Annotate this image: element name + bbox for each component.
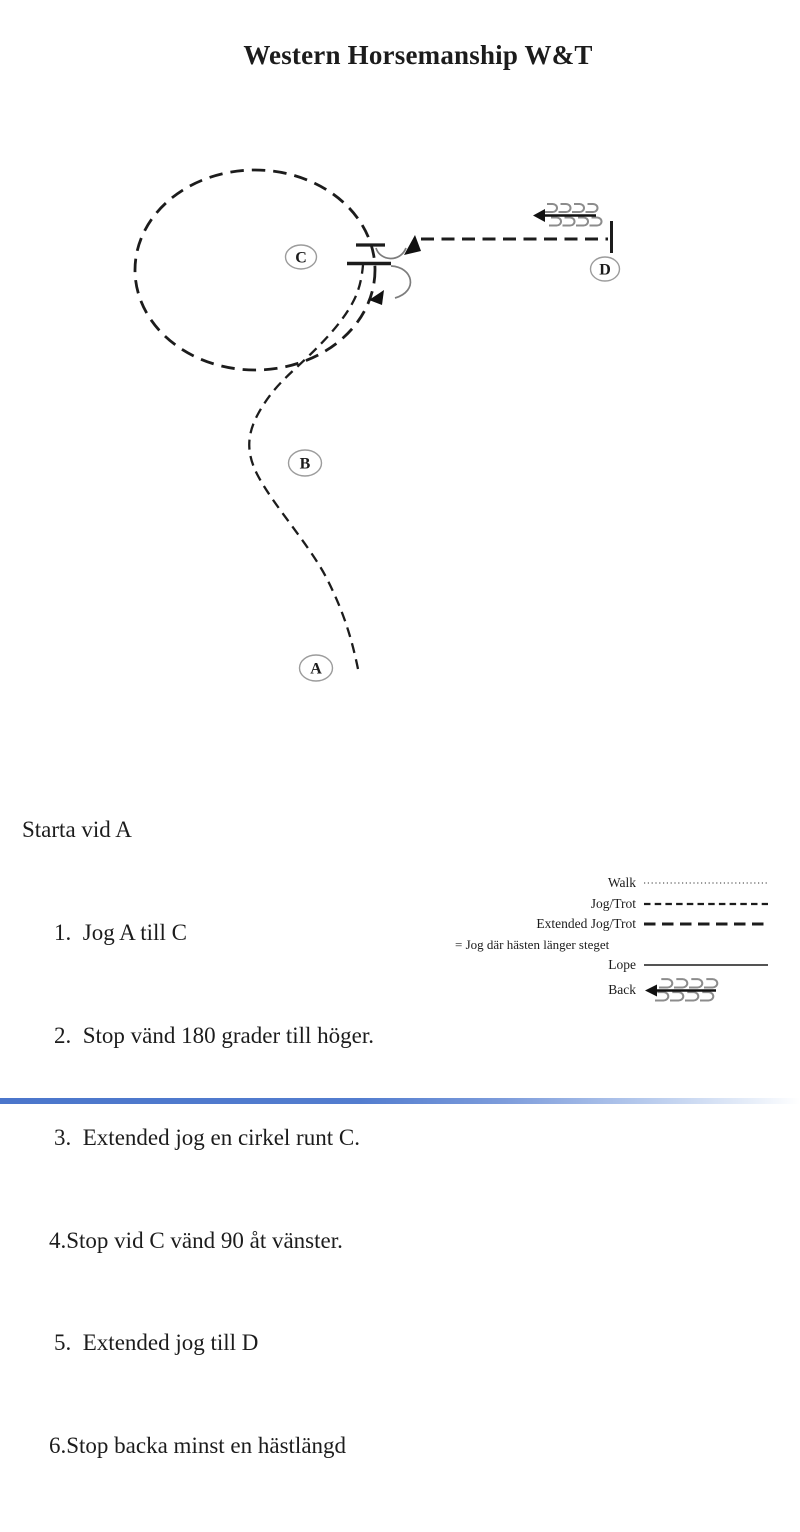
legend-row-extended-jog: [450, 914, 780, 935]
instruction-step: 3. Extended jog en cirkel runt C.: [54, 1125, 360, 1151]
legend-label-walk: Walk: [607, 875, 636, 891]
instruction-step: 5. Extended jog till D: [54, 1330, 259, 1356]
legend-walk-line: [643, 878, 769, 888]
back-loop-icon: [559, 204, 571, 212]
legend-row-back: [450, 976, 780, 1004]
instruction-step: 4.Stop vid C vänd 90 åt vänster.: [49, 1227, 343, 1253]
turn-90-arrowhead-icon: [404, 235, 421, 255]
extended-jog-circle: [135, 170, 375, 370]
back-loop-icon: [586, 204, 598, 212]
legend-row-jog: [450, 894, 780, 915]
legend-label-back: Back: [608, 981, 636, 997]
legend-jog-line: [643, 899, 769, 909]
back-loop-icon: [572, 204, 584, 212]
legend-row-walk: [450, 873, 780, 894]
turn-180-arc: [391, 266, 410, 298]
back-loop-icon: [590, 218, 602, 226]
instructions-intro: Starta vid A: [22, 817, 132, 843]
marker-b-label: B: [299, 455, 311, 473]
page-title: Western Horsemanship W&T: [243, 40, 593, 70]
marker-c-label: C: [295, 249, 307, 267]
back-arrowhead-icon: [533, 209, 545, 222]
legend-lope-line: [643, 960, 769, 970]
back-symbol: [533, 204, 602, 226]
legend-label-lope: Lope: [608, 957, 636, 973]
back-loop-icon: [563, 218, 575, 226]
back-loop-icon: [549, 218, 561, 226]
pattern-diagram: [0, 0, 800, 730]
instructions-block: [22, 745, 374, 1532]
legend-back-symbol: [643, 976, 769, 1004]
turn-90-arc: [376, 248, 406, 259]
marker-d-label: D: [599, 261, 611, 279]
instruction-step: 2. Stop vänd 180 grader till höger.: [54, 1022, 375, 1048]
legend-extended-jog-line: [643, 919, 769, 929]
marker-labels: [286, 245, 620, 681]
legend-label-extended-jog: Extended Jog/Trot: [536, 916, 636, 932]
back-loop-icon: [545, 204, 557, 212]
instruction-step: 6.Stop backa minst en hästlängd: [49, 1433, 347, 1459]
bottom-accent-bar: [0, 1098, 800, 1104]
back-loop-icon: [576, 218, 588, 226]
marker-a-label: A: [310, 660, 322, 678]
legend-note: = Jog där hästen länger steget: [455, 936, 610, 952]
legend-row-lope: [450, 955, 780, 976]
gait-legend: [450, 873, 780, 1004]
instruction-step: 1. Jog A till C: [54, 920, 187, 946]
legend-label-jog: Jog/Trot: [590, 895, 636, 911]
